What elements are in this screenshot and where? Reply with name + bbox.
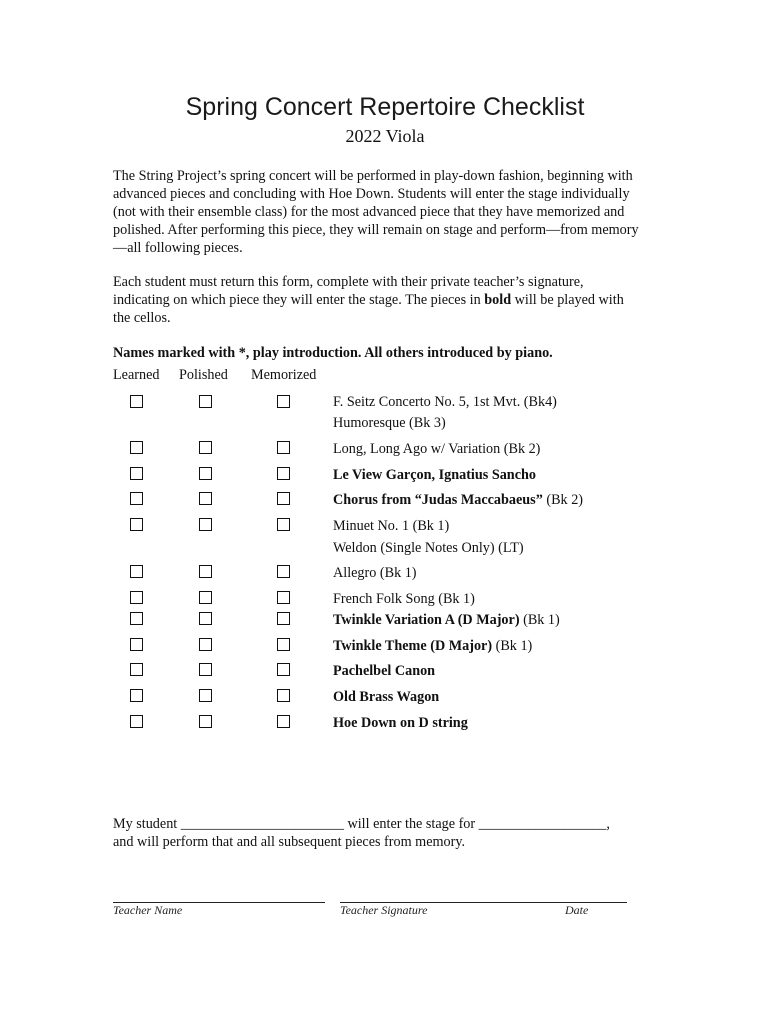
learned-checkbox[interactable] <box>130 441 143 454</box>
piece-title-bold: Le View Garçon, Ignatius Sancho <box>333 467 536 483</box>
learned-checkbox[interactable] <box>130 612 143 625</box>
piece-title <box>333 394 557 411</box>
learned-checkbox[interactable] <box>130 689 143 702</box>
memorized-checkbox[interactable] <box>277 663 290 676</box>
memorized-checkbox[interactable] <box>277 591 290 604</box>
learned-checkbox[interactable] <box>130 467 143 480</box>
learned-checkbox[interactable] <box>130 663 143 676</box>
polished-checkbox[interactable] <box>199 395 212 408</box>
column-header-memorized: Memorized <box>251 367 317 383</box>
piece-title <box>333 492 583 509</box>
piece-title <box>333 591 475 608</box>
piece-title-text: F. Seitz Concerto No. 5, 1st Mvt. (Bk4) <box>333 394 557 410</box>
piece-title-text: French Folk Song (Bk 1) <box>333 591 475 607</box>
polished-checkbox[interactable] <box>199 467 212 480</box>
polished-checkbox[interactable] <box>199 689 212 702</box>
polished-checkbox[interactable] <box>199 518 212 531</box>
piece-title <box>333 715 468 732</box>
piece-title <box>333 518 449 535</box>
polished-checkbox[interactable] <box>199 591 212 604</box>
piece-title <box>333 638 532 655</box>
memorized-checkbox[interactable] <box>277 492 290 505</box>
piece-title <box>333 441 540 458</box>
piece-title <box>333 415 446 432</box>
page-title: Spring Concert Repertoire Checklist <box>185 93 585 121</box>
polished-checkbox[interactable] <box>199 715 212 728</box>
memorized-checkbox[interactable] <box>277 689 290 702</box>
piece-title-text: Minuet No. 1 (Bk 1) <box>333 518 450 534</box>
instructions-paragraph <box>113 273 643 327</box>
memorized-checkbox[interactable] <box>277 441 290 454</box>
memorized-checkbox[interactable] <box>277 565 290 578</box>
column-header-polished: Polished <box>179 367 228 383</box>
piece-title-text: Allegro (Bk 1) <box>333 565 417 581</box>
memorized-checkbox[interactable] <box>277 395 290 408</box>
piece-title-bold: Hoe Down on D string <box>333 715 468 731</box>
piece-title-bold: Twinkle Variation A (D Major) <box>333 612 520 628</box>
column-header-learned: Learned <box>113 367 160 383</box>
learned-checkbox[interactable] <box>130 591 143 604</box>
piece-title-text: (Bk 1) <box>519 612 560 628</box>
piece-title <box>333 467 536 484</box>
learned-checkbox[interactable] <box>130 518 143 531</box>
piece-title-bold: Twinkle Theme (D Major) <box>333 638 493 654</box>
performance-statement: and will perform that and all subsequent pieces from memory. <box>113 834 466 850</box>
polished-checkbox[interactable] <box>199 638 212 651</box>
piece-title <box>333 540 524 557</box>
intro-paragraph: The String Project’s spring concert will be performed in play-down fashion, beginning with advanced pieces and concluding with Hoe Down. Students will enter the stage individually (not with their ensemble class) for the most advanced piece that they have memorized and polished. After performing this piece, they will remain on stage and perform—from memory—all following pieces. <box>113 168 639 256</box>
learned-checkbox[interactable] <box>130 492 143 505</box>
date-label: Date <box>565 903 589 917</box>
piece-title-text: Humoresque (Bk 3) <box>333 415 446 431</box>
piece-title <box>333 663 435 680</box>
piece-title-bold: Old Brass Wagon <box>333 689 440 705</box>
polished-checkbox[interactable] <box>199 565 212 578</box>
piece-title-text: (Bk 2) <box>542 492 584 508</box>
piece-title <box>333 565 417 582</box>
introduction-note: Names marked with *, play introduction. All others introduced by piano. <box>113 345 553 361</box>
piece-title-bold: Pachelbel Canon <box>333 663 436 679</box>
memorized-checkbox[interactable] <box>277 467 290 480</box>
memorized-checkbox[interactable] <box>277 612 290 625</box>
teacher-name-label: Teacher Name <box>113 903 183 917</box>
memorized-checkbox[interactable] <box>277 518 290 531</box>
piece-title <box>333 612 560 629</box>
page-subtitle: 2022 Viola <box>345 126 425 146</box>
piece-title-text: Long, Long Ago w/ Variation (Bk 2) <box>333 441 541 457</box>
student-entry-statement: My student _______________________ will enter the stage for __________________, <box>113 816 610 832</box>
instructions-text-start: Each student must return this form, complete with their private teacher’s signature, indicating on which piece they will enter the stage. The pieces in <box>113 274 584 308</box>
piece-title-text: (Bk 1) <box>492 638 533 654</box>
learned-checkbox[interactable] <box>130 715 143 728</box>
memorized-checkbox[interactable] <box>277 638 290 651</box>
instructions-text-end: will be played with the cellos. <box>113 292 624 326</box>
polished-checkbox[interactable] <box>199 441 212 454</box>
polished-checkbox[interactable] <box>199 492 212 505</box>
memorized-checkbox[interactable] <box>277 715 290 728</box>
piece-title <box>333 689 439 706</box>
polished-checkbox[interactable] <box>199 663 212 676</box>
polished-checkbox[interactable] <box>199 612 212 625</box>
learned-checkbox[interactable] <box>130 638 143 651</box>
piece-title-bold: Chorus from “Judas Maccabaeus” <box>333 492 543 508</box>
learned-checkbox[interactable] <box>130 565 143 578</box>
piece-title-text: Weldon (Single Notes Only) (LT) <box>333 540 524 556</box>
instructions-bold-word: bold <box>484 292 512 308</box>
learned-checkbox[interactable] <box>130 395 143 408</box>
teacher-signature-label: Teacher Signature <box>340 903 428 917</box>
